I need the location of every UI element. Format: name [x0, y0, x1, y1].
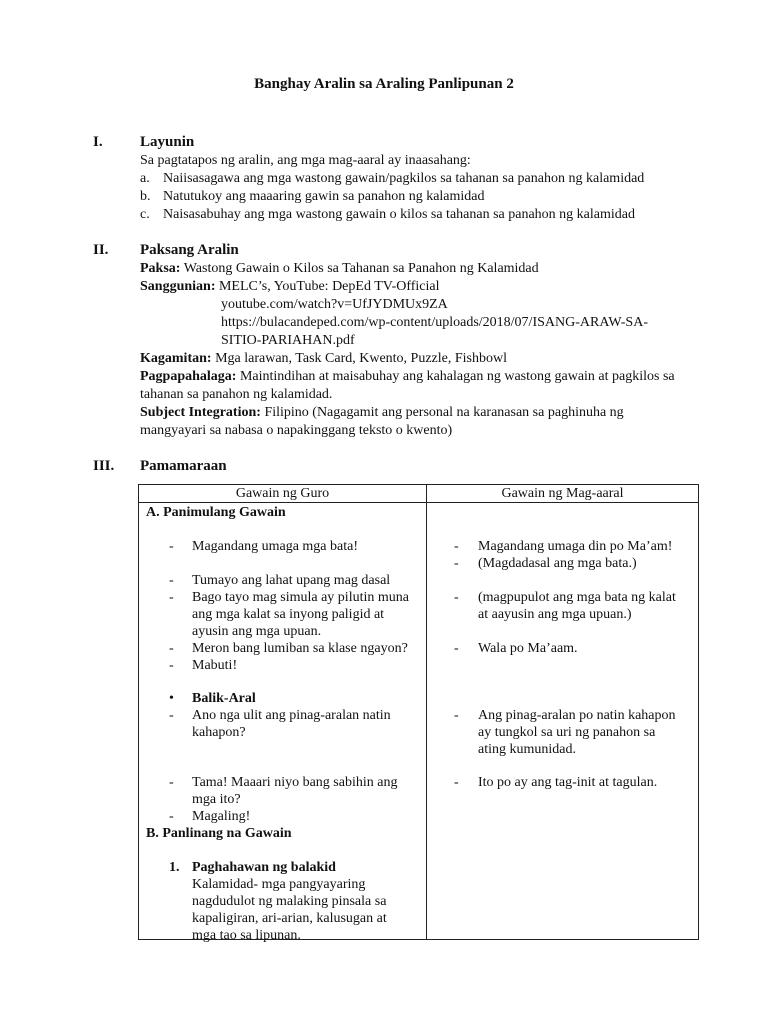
procedure-table — [138, 484, 699, 943]
section-b-heading: B. Panlinang na Gawain — [146, 826, 292, 841]
definition-line-4: mga tao sa lipunan. — [192, 928, 301, 943]
dash-marker: - — [169, 708, 174, 723]
table-header-row — [139, 485, 699, 503]
teacher-line-cleanup-2: ang mga kalat sa inyong paligid at — [192, 607, 385, 622]
definition-line-3: kapaligiran, ari-arian, kalusugan at — [192, 911, 387, 926]
teacher-line-cleanup-3: ayusin ang mga upuan. — [192, 624, 322, 639]
definition-line-2: nagdudulot ng malaking pinsala sa — [192, 894, 387, 909]
layunin-item-b: Natutukoy ang maaaring gawin sa panahon ng kalamidad — [163, 189, 485, 204]
integration-line — [140, 404, 624, 422]
layunin-letter-b: b. — [140, 189, 151, 204]
layunin-letter-c: c. — [140, 207, 150, 222]
subsection-number: 1. — [169, 860, 180, 875]
teacher-line-prayer: Tumayo ang lahat upang mag dasal — [192, 573, 391, 588]
section-numeral-3: III. — [93, 458, 115, 474]
teacher-line-review-1: Ano nga ulit ang pinag-aralan natin — [192, 708, 391, 723]
section-numeral-1: I. — [93, 134, 103, 150]
student-column — [427, 503, 699, 940]
layunin-intro: Sa pagtatapos ng aralin, ang mga mag-aaral ay inaasahang: — [140, 153, 471, 168]
section-heading-paksang-aralin: Paksang Aralin — [140, 242, 239, 258]
dash-marker: - — [169, 641, 174, 656]
teacher-line-attendance: Meron bang lumiban sa klase ngayon? — [192, 641, 408, 656]
layunin-item-a: Naiisasagawa ang mga wastong gawain/pagkilos sa tahanan sa panahon ng kalamidad — [163, 171, 645, 186]
dash-marker: - — [454, 775, 459, 790]
student-line-attendance: Wala po Ma’aam. — [478, 641, 578, 656]
dash-marker: - — [169, 775, 174, 790]
teacher-line-tama-1: Tama! Maaari niyo bang sabihin ang — [192, 775, 398, 790]
header-gawain-ng-guro: Gawain ng Guro — [139, 485, 427, 503]
integration-label: Subject Integration: — [140, 405, 261, 420]
dash-marker: - — [454, 641, 459, 656]
integration-continuation: mangyayari sa nabasa o napakinggang teksto o kwento) — [140, 423, 453, 438]
teacher-line-cleanup-1: Bago tayo mag simula ay pilutin muna — [192, 590, 409, 605]
sanggunian-value: MELC’s, YouTube: DepEd TV-Official — [218, 279, 440, 294]
layunin-letter-a: a. — [140, 171, 150, 186]
reference-youtube: youtube.com/watch?v=UfJYDMUx9ZA — [221, 297, 448, 312]
layunin-item-c: Naisasabuhay ang mga wastong gawain o kilos sa tahanan sa panahon ng kalamidad — [163, 207, 635, 222]
kagamitan-line — [140, 350, 507, 368]
pagpapahalaga-value: Maintindihan at maisabuhay ang kahalagan ng wastong gawain at pagkilos sa — [239, 369, 675, 384]
teacher-line-tama-2: mga ito? — [192, 792, 241, 807]
paksa-value: Wastong Gawain o Kilos sa Tahanan sa Panahon ng Kalamidad — [183, 261, 539, 276]
section-heading-pamamaraan: Pamamaraan — [140, 458, 227, 474]
header-gawain-ng-mag-aaral: Gawain ng Mag-aaral — [427, 485, 699, 503]
kagamitan-label: Kagamitan: — [140, 351, 212, 366]
subsection-title: Paghahawan ng balakid — [192, 860, 336, 875]
paksa-line — [140, 260, 539, 278]
definition-line-1: Kalamidad- mga pangyayaring — [192, 877, 366, 892]
teacher-line-mabuti: Mabuti! — [192, 658, 238, 673]
student-line-review-1: Ang pinag-aralan po natin kahapon — [478, 708, 676, 723]
paksa-label: Paksa: — [140, 261, 181, 276]
teacher-line-magaling: Magaling! — [192, 809, 251, 824]
student-line-prayer: (Magdadasal ang mga bata.) — [478, 556, 637, 571]
dash-marker: - — [454, 556, 459, 571]
student-line-seasons: Ito po ay ang tag-init at tagulan. — [478, 775, 658, 790]
integration-value: Filipino (Nagagamit ang personal na karanasan sa paghinuha ng — [264, 405, 624, 420]
teacher-line-review-2: kahapon? — [192, 725, 246, 740]
dash-marker: - — [454, 708, 459, 723]
pagpapahalaga-label: Pagpapahalaga: — [140, 369, 237, 384]
kagamitan-value: Mga larawan, Task Card, Kwento, Puzzle, Fishbowl — [215, 351, 507, 366]
section-a-heading: A. Panimulang Gawain — [146, 505, 286, 520]
dash-marker: - — [454, 539, 459, 554]
student-line-cleanup-1: (magpupulot ang mga bata ng kalat — [478, 590, 676, 605]
dash-marker: - — [169, 573, 174, 588]
teacher-column — [139, 503, 427, 943]
pagpapahalaga-continuation: tahanan sa panahon ng kalamidad. — [140, 387, 333, 402]
student-line-greeting: Magandang umaga din po Ma’am! — [478, 539, 673, 554]
table-body-row — [139, 503, 699, 940]
document-title: Banghay Aralin sa Araling Panlipunan 2 — [254, 76, 514, 92]
sanggunian-label: Sanggunian: — [140, 279, 216, 294]
dash-marker: - — [169, 658, 174, 673]
pagpapahalaga-line — [140, 368, 675, 386]
section-heading-layunin: Layunin — [140, 134, 195, 150]
section-numeral-2: II. — [93, 242, 109, 258]
balik-aral-heading: Balik-Aral — [192, 691, 256, 706]
bullet-marker: • — [169, 691, 174, 706]
teacher-line-greeting: Magandang umaga mga bata! — [192, 539, 358, 554]
student-line-review-2: ay tungkol sa uri ng panahon sa — [478, 725, 656, 740]
student-line-cleanup-2: at aayusin ang mga upuan.) — [478, 607, 632, 622]
dash-marker: - — [454, 590, 459, 605]
dash-marker: - — [169, 590, 174, 605]
dash-marker: - — [169, 539, 174, 554]
dash-marker: - — [169, 809, 174, 824]
student-line-review-3: ating kumunidad. — [478, 742, 576, 757]
reference-url-line-2: SITIO-PARIAHAN.pdf — [221, 333, 355, 348]
reference-url-line-1: https://bulacandeped.com/wp-content/uploads/2018/07/ISANG-ARAW-SA- — [221, 315, 648, 330]
sanggunian-line — [140, 278, 440, 296]
